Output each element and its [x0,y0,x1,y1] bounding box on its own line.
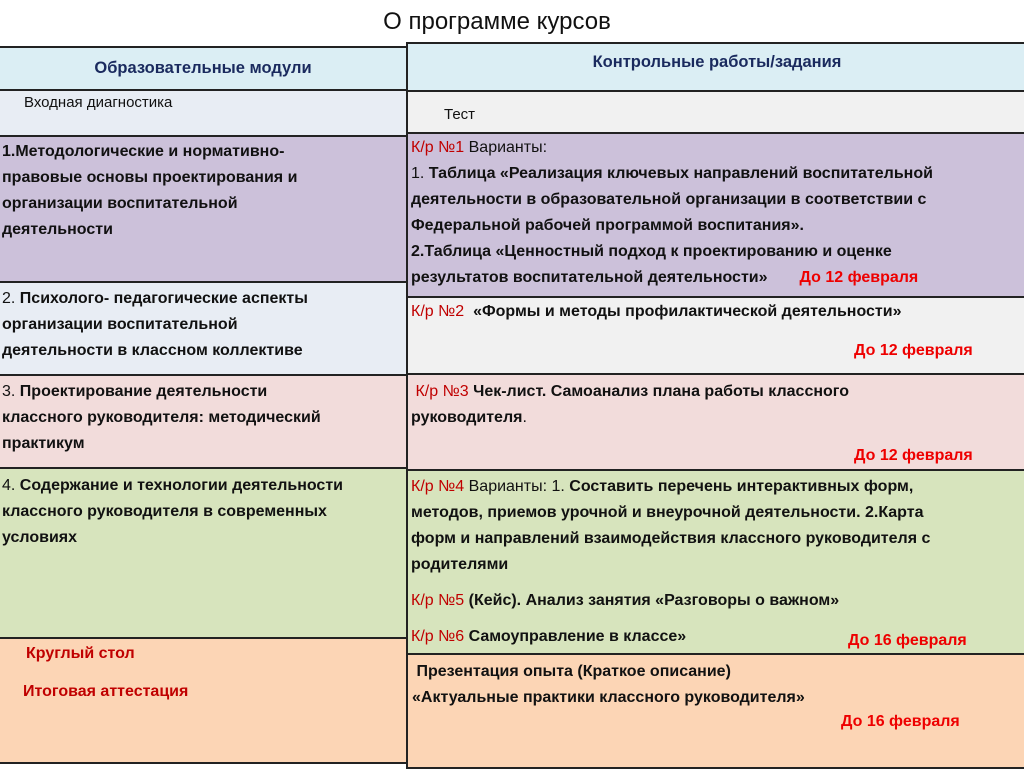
module-line: Проектирование деятельности [19,383,268,400]
deadline-label: До 12 февраля [854,447,973,464]
module-line: условиях [2,529,78,546]
modules-header: Образовательные модули [94,59,312,77]
task-row-presentation: Презентация опыта (Краткое описание) «Актуальные практики классного руководителя» До 16 февраля [406,653,1024,769]
module-line: деятельности [2,221,113,238]
task-row-test [406,90,1024,134]
task-code: К/р №1 [411,139,465,156]
task-label: Тест [444,106,476,123]
task-row-kr3: К/р №3 Чек-лист. Самоанализ плана работы классного руководителя. До 12 февраля [406,373,1024,471]
module-number: 2. [2,290,16,307]
module-row-final [0,637,408,764]
module-line: Психолого- педагогические аспекты [19,290,308,307]
task-row-kr1: К/р №1 Варианты: 1. Таблица «Реализация ключевых направлений воспитательной деятельности в образовательной организации в соответствии с Федеральной рабочей программой воспитания». 2.Таблица «Ценностный подход к проектированию и оценке результатов воспитательной деятельности» До 12 февраля [406,132,1024,298]
module-row-diagnostics [0,89,408,137]
module-line: деятельности в классном коллективе [2,342,303,359]
task-code: К/р №4 [411,478,465,495]
task-code: К/р №6 [411,628,465,645]
module-line: классного руководителя в современных [2,503,327,520]
deadline-label: До 16 февраля [841,713,960,730]
module-row-3 [0,374,408,469]
task-code: К/р №5 [411,592,465,609]
deadline-label: До 16 февраля [848,632,967,649]
modules-header-cell [0,46,408,91]
module-line: практикум [2,435,85,452]
task-code: К/р №3 [415,383,469,400]
module-line: организации воспитательной [2,316,238,333]
module-row-2 [0,281,408,376]
tasks-header-cell [406,42,1024,92]
page-title: О программе курсов [383,8,611,35]
module-line: классного руководителя: методический [2,409,321,426]
task-code: К/р №2 [411,303,465,320]
module-number: 3. [2,383,16,400]
module-row-4 [0,467,408,639]
deadline-label: До 12 февраля [799,269,919,286]
task-row-kr2: К/р №2 «Формы и методы профилактической деятельности» До 12 февраля [406,296,1024,375]
module-label: Входная диагностика [24,94,173,111]
task-row-kr4-6: К/р №4 Варианты: 1. Составить перечень интерактивных форм, методов, приемов урочной и внеурочной деятельности. 2.Карта форм и направлений взаимодействия классного руководителя с родителями К/р №5 (Кейс). Анализ занятия «Разговоры о важном» К/р №6 Самоуправление в классе» До 16 февраля [406,469,1024,655]
module-line: 1.Методологические и нормативно- [2,143,285,160]
deadline-label: До 12 февраля [854,342,973,359]
module-number: 4. [2,477,16,494]
round-table-label: Круглый стол [26,645,135,662]
module-line: организации воспитательной [2,195,238,212]
module-line: Содержание и технологии деятельности [19,477,343,494]
final-attestation-label: Итоговая аттестация [23,683,189,700]
module-row-1 [0,135,408,283]
tasks-header: Контрольные работы/задания [592,53,842,71]
module-line: правовые основы проектирования и [2,169,298,186]
